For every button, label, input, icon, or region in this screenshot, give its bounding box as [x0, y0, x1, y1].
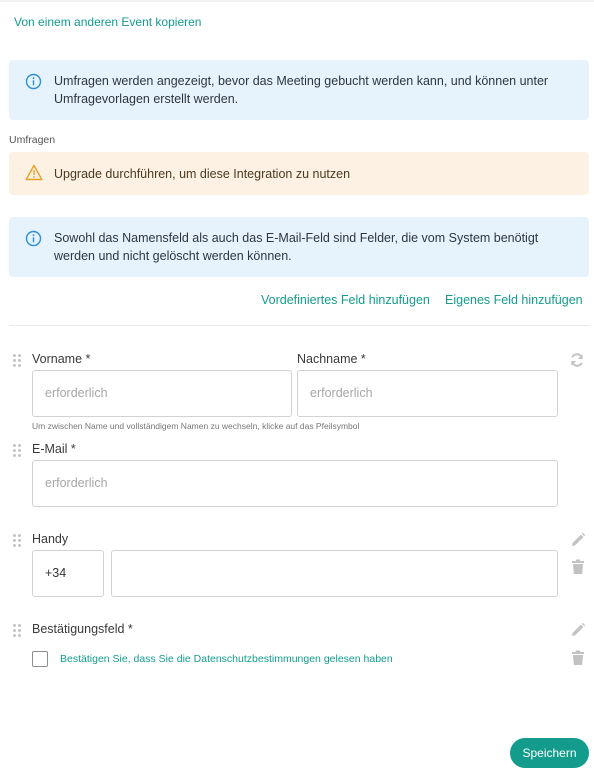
fields-divider — [9, 325, 589, 326]
email-label: E-Mail * — [32, 442, 76, 456]
privacy-confirm-label[interactable]: Bestätigen Sie, dass Sie die Datenschutzbestimmungen gelesen haben — [60, 653, 393, 665]
fields-info-line1: Sowohl das Namensfeld als auch das E-Mail-Feld sind Felder, die vom System benötigt — [54, 231, 539, 245]
add-predefined-field-link[interactable]: Vordefiniertes Feld hinzufügen — [261, 293, 430, 307]
privacy-confirm-checkbox[interactable] — [32, 651, 48, 667]
fields-info-line2: werden und nicht gelöscht werden können. — [54, 249, 292, 263]
surveys-info-text — [54, 72, 548, 108]
delete-trash-icon[interactable] — [570, 559, 586, 575]
firstname-input[interactable]: erforderlich — [32, 370, 292, 417]
drag-handle-icon[interactable] — [13, 354, 23, 367]
delete-trash-icon[interactable] — [570, 650, 586, 666]
save-button[interactable]: Speichern — [510, 738, 589, 768]
copy-from-event-link[interactable]: Von einem anderen Event kopieren — [14, 15, 202, 29]
surveys-info-line1: Umfragen werden angezeigt, bevor das Meeting gebucht werden kann, und können unter — [54, 74, 549, 88]
phone-label: Handy — [32, 532, 69, 546]
drag-handle-icon[interactable] — [13, 444, 23, 457]
phone-number-input[interactable] — [111, 550, 558, 597]
warning-icon — [25, 164, 43, 181]
surveys-info-banner — [9, 60, 589, 120]
drag-handle-icon[interactable] — [13, 624, 23, 637]
fields-info-text — [54, 229, 538, 265]
info-icon — [25, 230, 42, 247]
surveys-info-line2: Umfragevorlagen erstellt werden. — [54, 92, 239, 106]
firstname-label: Vorname * — [32, 352, 91, 366]
surveys-section-label: Umfragen — [9, 134, 56, 146]
drag-handle-icon[interactable] — [13, 534, 23, 547]
phone-country-code[interactable]: +34 — [32, 550, 104, 597]
add-custom-field-link[interactable]: Eigenes Feld hinzufügen — [445, 293, 583, 307]
refresh-icon[interactable] — [569, 352, 585, 368]
upgrade-warning-text: Upgrade durchführen, um diese Integration zu nutzen — [54, 167, 351, 181]
name-toggle-hint: Um zwischen Name und vollständigem Namen zu wechseln, klicke auf das Pfeilsymbol — [32, 421, 360, 431]
fields-info-banner — [9, 217, 589, 277]
email-input[interactable]: erforderlich — [32, 460, 558, 507]
upgrade-warning-banner — [9, 152, 589, 195]
top-divider — [0, 0, 594, 2]
lastname-input[interactable]: erforderlich — [297, 370, 558, 417]
edit-pencil-icon[interactable] — [570, 532, 586, 548]
lastname-label: Nachname * — [297, 352, 366, 366]
confirm-field-label: Bestätigungsfeld * — [32, 622, 133, 636]
edit-pencil-icon[interactable] — [570, 622, 586, 638]
info-icon — [25, 73, 42, 90]
